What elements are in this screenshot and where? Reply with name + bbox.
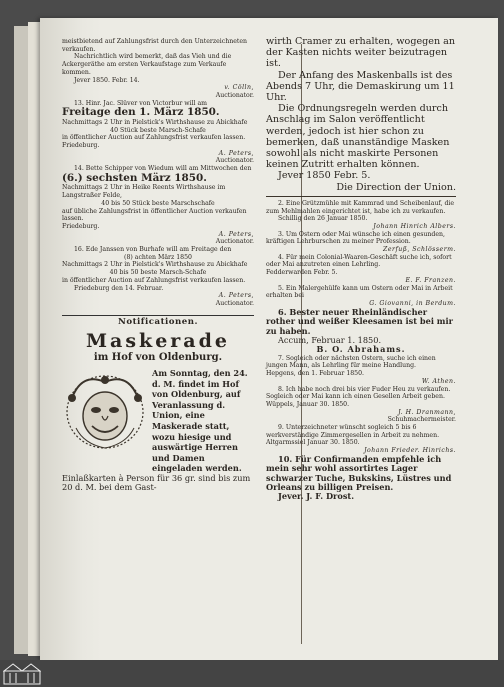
notice-6-signature: B. O. Abrahams. xyxy=(316,344,406,355)
notice-14-text: Nachmittags 2 Uhr in Heike Reents Wirthshause im Langstraßer Felde, xyxy=(62,184,226,200)
maskerade-rules: Die Ordnungsregeln werden durch Anschlag im Salon veröffentlicht werden, jedoch ist hier schon zu bemerken, daß unanständige Masken sowohl als nicht maskirte Personen keinen Zutritt erhalten können. xyxy=(266,103,450,171)
notice-13-item: 40 Stück beste Marsch-Schafe xyxy=(110,126,206,134)
notice-2-signature: Johann Hinrich Albers. xyxy=(373,222,456,230)
notice-7-signature: W. Athen. xyxy=(421,377,456,385)
notice-9-date: Altgarmssiel Januar 30. 1850. xyxy=(266,439,360,447)
signature-role: Auctionator. xyxy=(215,91,254,99)
notice-6-date: Accum, Februar 1. 1850. xyxy=(278,334,382,345)
notice-8-role: Schuhmachermeister. xyxy=(387,416,456,424)
maskerade-subtitle: im Hof von Oldenburg. xyxy=(93,352,223,364)
signature-role: Auctionator. xyxy=(215,157,254,165)
notice-10-signature: Jever. J. F. Drost. xyxy=(278,491,355,502)
notice-9-signature: Johann Frieder. Hinrichs. xyxy=(364,447,456,455)
notice-8: 8. Ich habe noch drei bis vier Fuder Heu zu verkaufen. Sogleich oder Mai kann ich einen Gesellen Arbeit geben. xyxy=(266,385,451,401)
notice-14-item: 40 bis 50 Stück beste Marschschafe xyxy=(101,199,215,207)
maskerade-tickets: Einlaßkarten à Person für 36 gr. sind bis zum 20 d. M. bei dem Gast- xyxy=(62,473,251,493)
notice-16: 16. Ede Janssen von Burhafe will am Freitage den xyxy=(74,246,232,254)
notice-6: 6. Bester neuer Rheinländischer rother und weißer Kleesamen ist bei mir zu haben. xyxy=(266,306,453,336)
notice-3: 3. Um Ostern oder Mai wünsche ich einen gesunden, kräftigen Lehrburschen zu meiner Profession. xyxy=(266,230,445,246)
notice-8-signature: J. H. Dranmann, xyxy=(398,408,456,416)
maskerade-continued: wirth Cramer zu erhalten, wogegen an der Kasten nichts weiter beizutragen ist. xyxy=(266,36,456,70)
signature-role: Auctionator. xyxy=(215,299,254,307)
notice-13: 13. Hinr. Jac. Slüver von Victorbur will am xyxy=(74,99,208,107)
signature-name: v. Cölln, xyxy=(224,84,254,92)
section-heading: Notificationen. xyxy=(62,315,254,327)
notice-2: 2. Eine Grützmühle mit Kammrad und Scheibenlauf, die zum Mehlmahlen eingerichtet ist, habe ich zu verkaufen. xyxy=(266,199,455,215)
notice-3-signature: Zerfuß, Schlösserm. xyxy=(383,246,456,254)
notice-16-place: Friedeburg den 14. Februar. xyxy=(74,284,164,292)
notice-9: 9. Unterzeichneter wünscht sogleich 5 bis 6 werkverständige Zimmergesellen in Arbeit zu nehmen. xyxy=(266,424,440,439)
right-column xyxy=(266,36,456,502)
notice-4: 4. Für mein Colonial-Waaren-Geschäft suche ich, sofort oder Mai anzutreten einen Lehrling. xyxy=(266,253,452,269)
maskerade-title: Maskerade xyxy=(86,330,230,353)
notice-4-signature: E. F. Franzen. xyxy=(405,276,456,284)
maskerade-signature: Die Direction der Union. xyxy=(336,181,456,193)
notice-14: 14. Bette Schipper von Wiedum will am Mittwochen den xyxy=(74,165,252,173)
notice-10: 10. Für Confirmanden empfehle ich mein sehr wohl assortirtes Lager schwarzer Tuche, Bukskins, Lüstres und Orleans zu billigen Preisen. xyxy=(266,453,452,493)
notice-8-date: Wüppels, Januar 30. 1850. xyxy=(266,400,350,408)
maskerade-date: Jever 1850 Febr. 5. xyxy=(278,170,371,182)
notice-14-place: Friedeburg. xyxy=(62,222,100,230)
notice-14-text: auf übliche Zahlungsfrist in öffentlicher Auction verkaufen lassen. xyxy=(62,207,247,223)
notice-14-date: (6.) sechsten März 1850. xyxy=(62,171,207,184)
signature-name: A. Peters, xyxy=(218,230,254,238)
notice-text: Nachrichtlich wird bemerkt, daß das Vieh und die Ackergeräthe am ersten Verkaufstage zum Verkaufe kommen. xyxy=(62,53,232,76)
notice-5: 5. Ein Malergehülfe kann um Ostern oder Mai in Arbeit erhalten bei xyxy=(266,284,453,300)
notice-7: 7. Sogleich oder nächsten Ostern, suche ich einen jungen Mann, als Lehrling für meine Handlung. xyxy=(266,354,436,370)
notice-13-text: Nachmittags 2 Uhr in Pielstick's Wirthshause zu Abickhafe xyxy=(62,118,248,126)
left-column xyxy=(62,38,254,493)
jester-mask-icon xyxy=(62,368,148,452)
notice-2-date: Schillig den 26 Januar 1850. xyxy=(278,215,368,223)
maskerade-time: Der Anfang des Maskenballs ist des Abends 7 Uhr, die Demaskirung um 11 Uhr. xyxy=(266,69,455,104)
notice-4-date: Fedderwarden Febr. 5. xyxy=(266,269,338,277)
notice-16-text: in öffentlicher Auction auf Zahlungsfrist verkaufen lassen. xyxy=(62,276,246,284)
notice-13-text: in öffentlicher Auction auf Zahlungsfrist verkaufen lassen. Friedeburg. xyxy=(62,134,246,150)
signature-role: Auctionator. xyxy=(215,238,254,246)
library-logo-icon xyxy=(3,661,41,685)
viewer-footer xyxy=(0,660,504,687)
notice-16-item: 40 bis 50 beste Marsch-Schafe xyxy=(109,269,207,277)
signature-name: A. Peters, xyxy=(218,292,254,300)
notice-7-date: Hepgens, den 1. Februar 1850. xyxy=(266,370,365,378)
notice-16-date: (8) achten März 1850 xyxy=(124,253,192,261)
divider xyxy=(266,196,456,197)
maskerade-block xyxy=(62,368,254,474)
notice-13-date: Freitage den 1. März 1850. xyxy=(62,106,220,119)
notice-16-text: Nachmittags 2 Uhr in Pielstick's Wirthshause zu Abickhafe xyxy=(62,261,248,269)
signature-name: A. Peters, xyxy=(218,149,254,157)
notice-date: Jever 1850. Febr. 14. xyxy=(74,76,140,84)
maskerade-text: Am Sonntag, den 24. d. M. findet im Hof von Oldenburg, auf Veranlassung d. Union, eine Maskerade statt, wozu hiesige und auswärtige Herren und Damen eingeladen werden. xyxy=(152,368,248,474)
notice-text: meistbietend auf Zahlungsfrist durch den Unterzeichneten verkaufen. xyxy=(62,38,248,53)
notice-5-signature: G. Giovanni, in Berdum. xyxy=(369,299,456,307)
